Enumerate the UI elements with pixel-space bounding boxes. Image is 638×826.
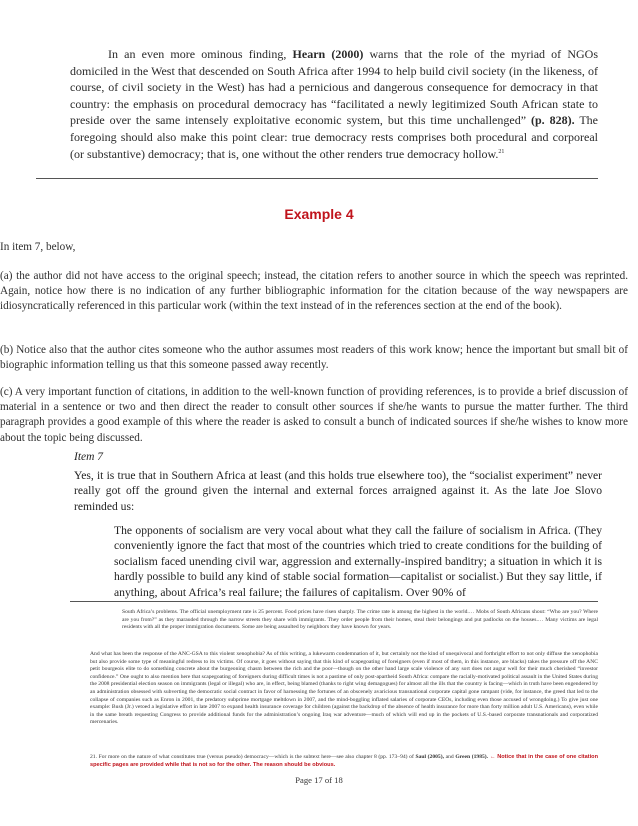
item-paragraph: Yes, it is true that in Southern Africa at least (and this holds true elsewhere too), the “socialist experiment” never really got off the ground given the internal and external forces arraigned against it. As the late Joe Slovo reminded us: xyxy=(74,469,602,513)
item-title: Item 7 xyxy=(74,451,104,463)
footnote-21 xyxy=(90,754,598,769)
citation-author: Hearn (2000) xyxy=(292,47,364,61)
text-run: The foregoing should also make this point clear: true democracy rests comprises both procedural and corporeal (or substantive) democracy; that is, one without the other renders true democracy hollow. xyxy=(70,113,598,161)
example-title: Example 4 xyxy=(284,206,354,222)
point-c: (c) A very important function of citations, in addition to the well-known function of providing references, is to provide a brief discussion of material in a sentence or two and then direct the reader to consult other sources if she/he wants to pursue the matter further. The third paragraph provides a good example of this where the reader is asked to consult a bunch of indicated sources if she/he wishes to know more about the topic being discussed. xyxy=(0,386,628,444)
footnote-paragraph: And what has been the response of the ANC-GSA to this violent xenophobia? As of this writing, a lukewarm condemnation of it, but certainly not the kind of unequivocal and forthright effort to not only diffuse the xenophobia but also provide some type of meaningful redress to its victims. Of course, it goes without saying that this kind of scapegoating of foreigners (even if most of them, in this instance, are blacks) takes the pressure off the ANC petit bourgeois elite to do something concrete about the burgeoning chasm between the rich and the poor—though on the other hand large scale violence of any sort does not augur well for their much cherished “investor confidence.” One ought to also mention here that scapegoating of foreigners during difficult times is not a pastime of only post-apartheid South Africa: compare the racially-motivated political assault in the United States during the 2008 presidential election season on immigrants (legal or illegal) who are, in effect, being blamed (thanks to right wing demagogues) for almost all the ills that the country is facing—which in truth have been engendered by an administration obsessed with subverting the democratic social contract in favor of harnessing the fortunes of an obscenely avaricious transnational corporate capital gone rampant (vide, for instance, the greed that led to the collapse of companies such as Enron in 2001, the predatory subprime mortgage meltdown in 2007, and the mind-boggling inflated salaries of corporate CEOs, including even those accused of wrongdoing.) To give just one example: Bush (Jr.) vetoed a legislative effort in late 2007 to expand health insurance coverage for children (against the backdrop of the absence of health insurance for more than forty million adult U.S. Americans), even while in the same breath requesting Congress to provide additional funds for the administration’s ongoing Iraq war adventure—much of which will end up in the pockets of U.S.-based corporate transnationals and corporatized mercenaries. xyxy=(90,651,598,726)
annotation-note: ← Notice that in the case of one citation specific pages are provided while that is not so for the other. The reason should be obvious. xyxy=(90,754,598,768)
text-run: and xyxy=(443,754,456,760)
page-footer: Page 17 of 18 xyxy=(295,775,343,785)
section-divider xyxy=(36,178,598,179)
citation-author: Green (1985). xyxy=(455,754,489,760)
citation-author: Saul (2005), xyxy=(415,754,444,760)
text-run: In an even more ominous finding, xyxy=(108,47,293,61)
text-run: warns that the role of the myriad of NGOs domiciled in the West that descended on South Africa after 1994 to help build civil society (in the likeness, of course, of civil society in the West) has had a pernicious and dangerous consequence for democracy in that country: the emphasis on procedural democracy has “facilitated a newly legitimized South African state to preside over the same intensely exploitative economic system, but this time unchallenged” xyxy=(70,47,599,128)
text-run: 21. For more on the nature of what constitutes true (versus pseudo) democracy—which is the subtext here—see also chapter 8 (pp. 173–94) of xyxy=(90,754,416,760)
top-paragraph xyxy=(70,46,598,162)
footnote-divider xyxy=(70,601,598,602)
intro-text: In item 7, below, xyxy=(0,241,76,253)
point-a: (a) the author did not have access to the original speech; instead, the citation refers to another source in which the speech was reprinted. Again, notice how there is no indication of any further bibliographic information for the citation because of the way newspapers are idiosyncratically referenced in this particular work (within the text instead of in the references section at the end of the book). xyxy=(0,270,628,313)
footnote-ref: 21 xyxy=(498,148,505,155)
point-b: (b) Notice also that the author cites someone who the author assumes most readers of this work know; hence the important but small bit of biographic information telling us that this someone passed away recently. xyxy=(0,344,628,372)
block-quote: The opponents of socialism are very vocal about what they call the failure of socialism in Africa. (They conveniently ignore the fact that most of the countries which tried to create conditions for the building of socialism faced unending civil war, aggression and externally-inspired banditry; a situation in which it is hardly possible to build any kind of stable social formation—capitalist or socialist.) But they say little, if anything, about Africa’s real failure; the failures of capitalism. Over 90% of xyxy=(114,524,602,599)
citation-page: (p. 828). xyxy=(530,113,575,128)
footnote-quote: South Africa’s problems. The official unemployment rate is 25 percent. Food prices have risen sharply. The crime rate is among the highest in the world.… Mobs of South Africans shout: “Who are you? Where are you from?” as they marauded through the narrow streets they share with immigrants. They order people from their homes, steal their belongings and put padlocks on the houses.… Many victims are legal residents with all the proper immigration documents. Some are being assaulted by neighbors they have known for years. xyxy=(122,609,598,631)
